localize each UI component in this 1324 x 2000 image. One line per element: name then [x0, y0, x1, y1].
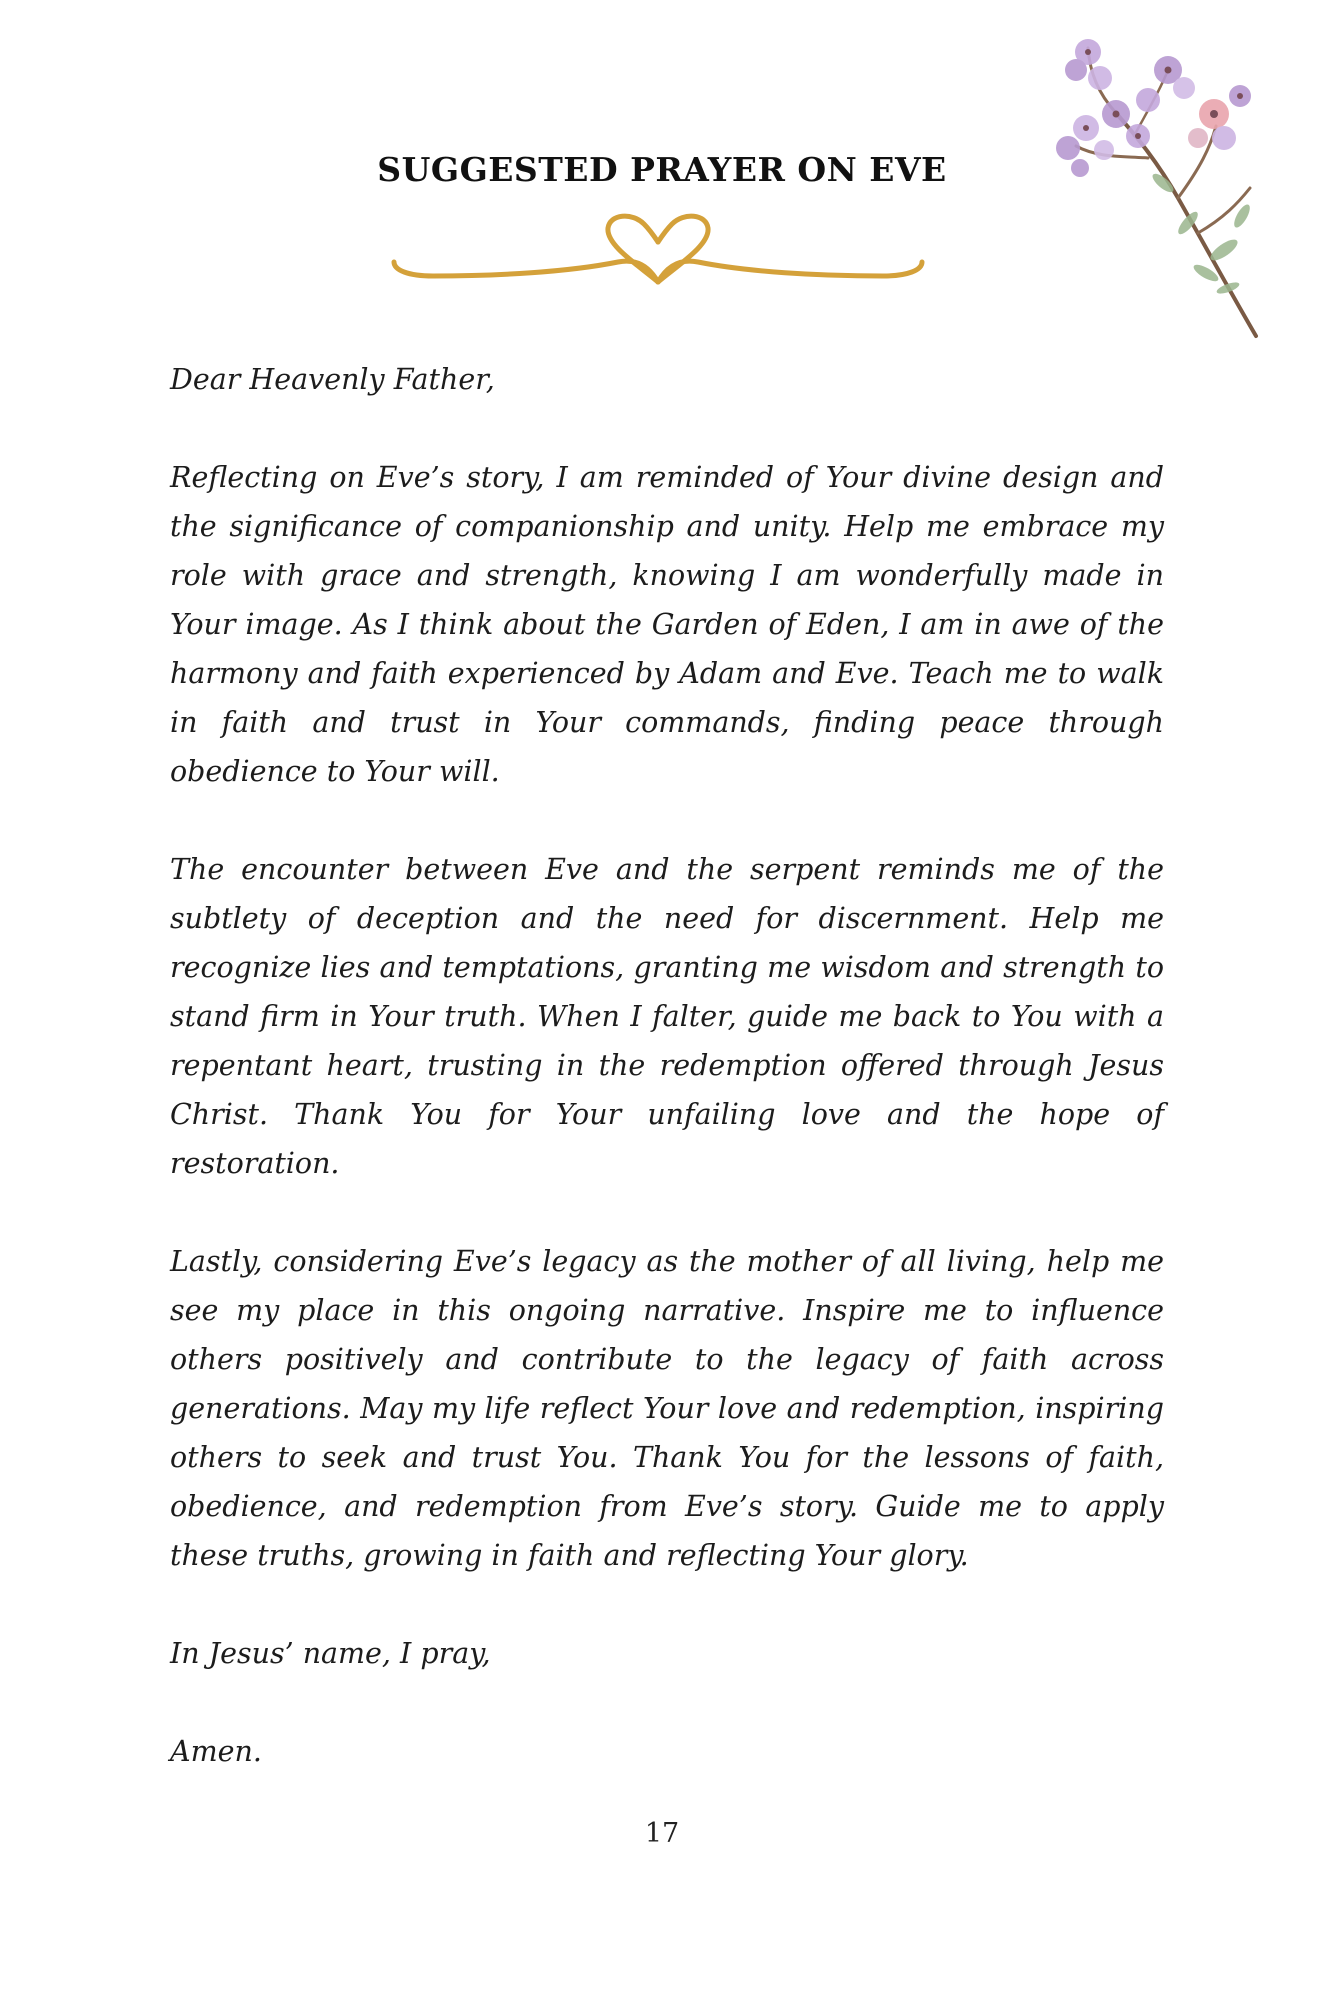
- heart-flourish-divider-icon: [388, 210, 928, 310]
- prayer-paragraph: Lastly, considering Eve’s legacy as the mother of all living, help me see my place in this ongoing narrative. Inspire me to influence others positively and contribute to the legacy of faith across generations. May my life reflect Your love and redemption, inspiring others to seek and trust You. Thank You for the lessons of faith, obedience, and redemption from Eve’s story. Guide me to apply these truths, growing in faith and reflecting Your glory.: [170, 1245, 1164, 1572]
- prayer-paragraph: Reflecting on Eve’s story, I am reminded of Your divine design and the significance of companionship and unity. Help me embrace my role with grace and strength, knowing I am wonderfully made in Your image. As I think about the Garden of Eden, I am in awe of the harmony and faith experienced by Adam and Eve. Teach me to walk in faith and trust in Your commands, finding peace through obedience to Your will.: [170, 461, 1164, 788]
- prayer-closing: In Jesus’ name, I pray,: [170, 1637, 491, 1670]
- prayer-amen: Amen.: [170, 1735, 262, 1768]
- page-number: 17: [644, 1818, 680, 1849]
- prayer-body: [170, 355, 1164, 1776]
- page-title: SUGGESTED PRAYER ON EVE: [377, 150, 947, 189]
- prayer-paragraph: The encounter between Eve and the serpent reminds me of the subtlety of deception and the need for discernment. Help me recognize lies and temptations, granting me wisdom and strength to stand firm in Your truth. When I falter, guide me back to You with a repentant heart, trusting in the redemption offered through Jesus Christ. Thank You for Your unfailing love and the hope of restoration.: [170, 853, 1164, 1180]
- prayer-salutation: Dear Heavenly Father,: [170, 363, 495, 396]
